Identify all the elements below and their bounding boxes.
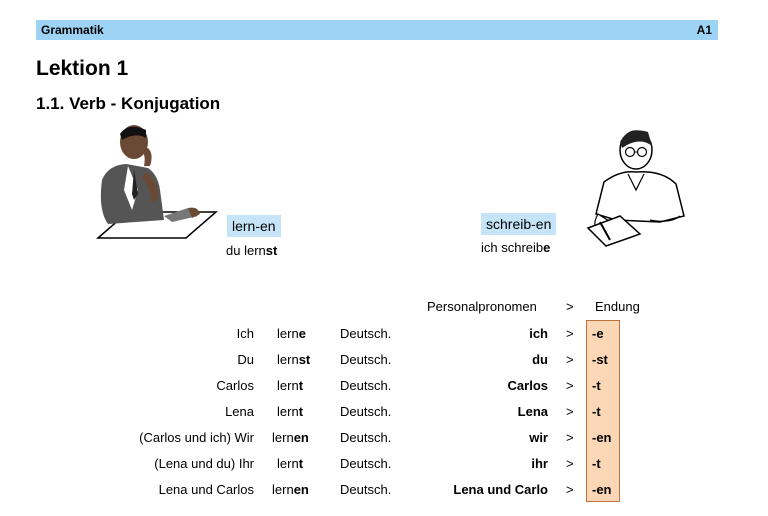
- table-row-subject: (Carlos und ich) Wir: [139, 430, 254, 445]
- table-row-ending: -t: [592, 456, 601, 471]
- table-row-object: Deutsch.: [340, 482, 392, 497]
- header-personalpronomen: Personalpronomen: [427, 299, 537, 314]
- table-row-object: Deutsch.: [340, 430, 392, 445]
- table-row-verb: lernst: [277, 352, 311, 367]
- table-row-arrow: >: [566, 352, 574, 367]
- thinking-man-illustration: [88, 120, 218, 250]
- table-row-object: Deutsch.: [340, 456, 392, 471]
- level-badge: A1: [696, 23, 712, 37]
- table-row-arrow: >: [566, 482, 574, 497]
- example-ich-schreibe: ich schreibe: [481, 240, 551, 255]
- table-row-object: Deutsch.: [340, 326, 392, 341]
- table-row-pronoun: Carlos: [507, 378, 548, 393]
- table-row-subject: Ich: [236, 326, 254, 341]
- table-row-subject: Lena und Carlos: [158, 482, 254, 497]
- table-row-subject: Lena: [225, 404, 254, 419]
- table-row-pronoun: ihr: [531, 456, 548, 471]
- table-row-ending: -en: [592, 482, 612, 497]
- table-row-arrow: >: [566, 430, 574, 445]
- header-bar: [36, 20, 718, 40]
- table-row-verb: lerne: [277, 326, 306, 341]
- lesson-title: Lektion 1: [36, 57, 129, 80]
- stem-box-lernen: lern-en: [227, 215, 281, 237]
- stem-box-schreiben: schreib-en: [481, 213, 556, 235]
- table-row-arrow: >: [566, 456, 574, 471]
- example-du-lernst: du lernst: [226, 243, 278, 258]
- table-row-ending: -en: [592, 430, 612, 445]
- table-row-pronoun: du: [532, 352, 548, 367]
- table-row-pronoun: wir: [529, 430, 548, 445]
- header-arrow: >: [566, 299, 574, 314]
- table-row-verb: lernt: [277, 456, 304, 471]
- table-row-verb: lernen: [272, 482, 309, 497]
- table-row-ending: -t: [592, 378, 601, 393]
- table-row-arrow: >: [566, 404, 574, 419]
- writing-man-illustration: [580, 124, 692, 248]
- table-row-subject: Carlos: [216, 378, 254, 393]
- table-row-arrow: >: [566, 378, 574, 393]
- table-row-verb: lernt: [277, 404, 304, 419]
- table-row-arrow: >: [566, 326, 574, 341]
- table-row-subject: Du: [237, 352, 254, 367]
- table-row-object: Deutsch.: [340, 404, 392, 419]
- table-row-verb: lernt: [277, 378, 304, 393]
- table-row-ending: -st: [592, 352, 608, 367]
- header-title: Grammatik: [41, 23, 104, 37]
- table-row-object: Deutsch.: [340, 352, 392, 367]
- table-row-pronoun: Lena: [517, 404, 548, 419]
- section-title: 1.1. Verb - Konjugation: [36, 94, 221, 113]
- table-row-ending: -e: [592, 326, 604, 341]
- table-row-ending: -t: [592, 404, 601, 419]
- table-row-pronoun: Lena und Carlo: [453, 482, 548, 497]
- table-row-verb: lernen: [272, 430, 309, 445]
- header-endung: Endung: [595, 299, 640, 314]
- table-row-object: Deutsch.: [340, 378, 392, 393]
- table-row-subject: (Lena und du) Ihr: [154, 456, 254, 471]
- table-row-pronoun: ich: [529, 326, 548, 341]
